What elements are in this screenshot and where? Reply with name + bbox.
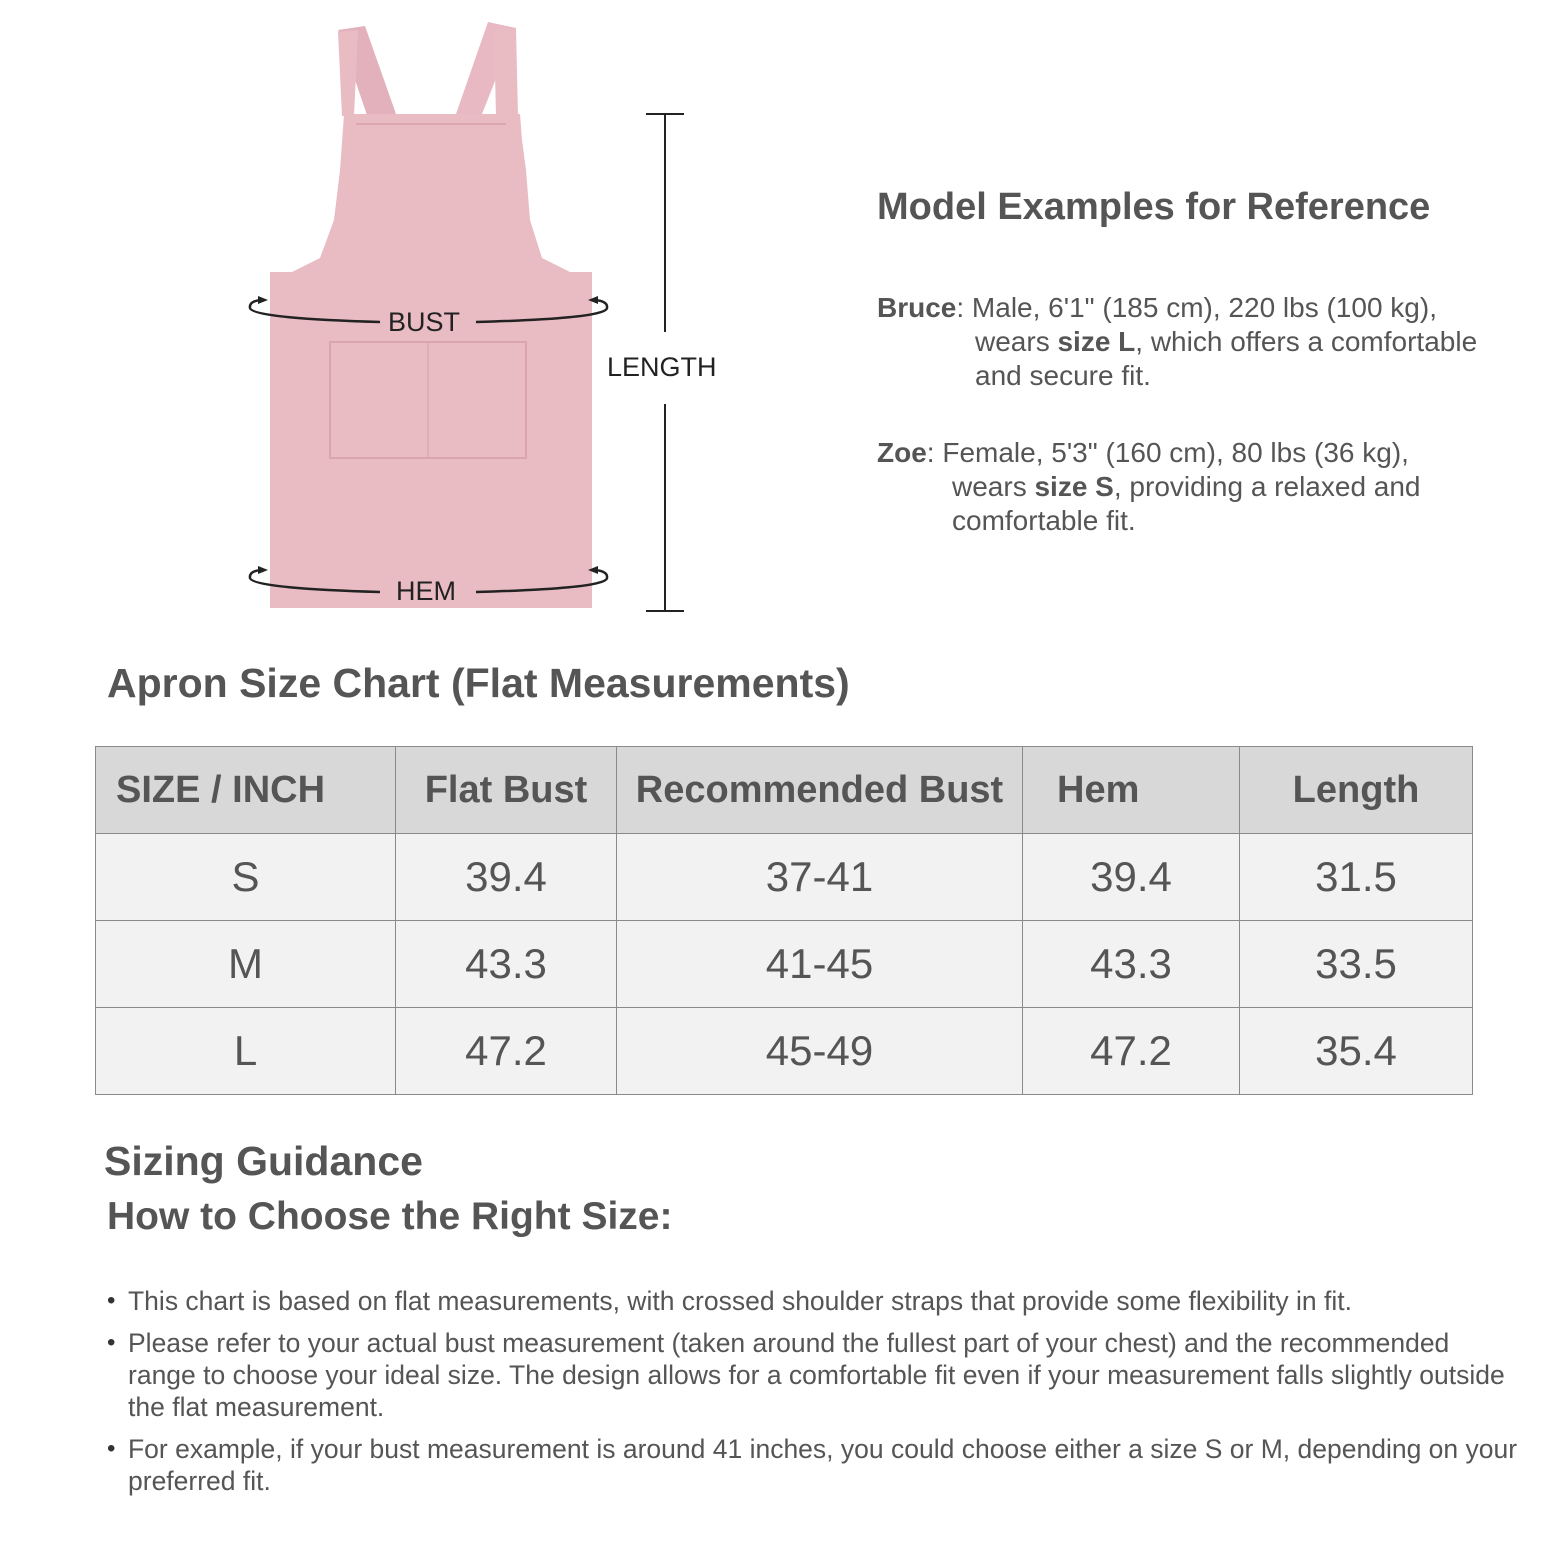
list-item <box>104 1285 1524 1317</box>
list-item <box>104 1327 1524 1423</box>
table-header-row <box>96 747 1473 834</box>
model-fit-text: , which offers a comfortable <box>1135 326 1478 357</box>
model-examples <box>877 186 1537 581</box>
model-stats: : Female, 5'3" (160 cm), 80 lbs (36 kg), <box>926 437 1409 468</box>
table-cell: 47.2 <box>396 1008 617 1095</box>
table-cell: 43.3 <box>1023 921 1240 1008</box>
model-fit-text-end: and secure fit. <box>975 360 1151 391</box>
list-item-text: This chart is based on flat measurements, with crossed shoulder straps that provide some flexibility in fit. <box>128 1286 1352 1316</box>
model-bruce <box>877 291 1537 393</box>
bust-label: BUST <box>388 307 461 337</box>
apron-diagram <box>230 10 750 630</box>
list-item-text: For example, if your bust measurement is around 41 inches, you could choose either a size S or M, depending on your preferred fit. <box>128 1434 1518 1496</box>
list-item <box>104 1433 1524 1497</box>
table-cell: 31.5 <box>1240 834 1473 921</box>
table-cell: 39.4 <box>396 834 617 921</box>
bullet-icon: • <box>107 1329 116 1356</box>
column-header: Length <box>1240 747 1473 834</box>
model-zoe <box>877 436 1537 538</box>
table-cell: 39.4 <box>1023 834 1240 921</box>
model-examples-title: Model Examples for Reference <box>877 186 1431 228</box>
column-header: Recommended Bust <box>617 747 1023 834</box>
table-cell: 41-45 <box>617 921 1023 1008</box>
guidance-list <box>104 1285 1524 1497</box>
column-header: Hem <box>1023 747 1240 834</box>
model-fit-text: , providing a relaxed and <box>1113 471 1421 502</box>
bullet-icon: • <box>107 1287 116 1314</box>
column-header: SIZE / INCH <box>96 747 396 834</box>
table-cell: 45-49 <box>617 1008 1023 1095</box>
model-stats: : Male, 6'1" (185 cm), 220 lbs (100 kg), <box>956 292 1437 323</box>
size-chart-title: Apron Size Chart (Flat Measurements) <box>107 660 850 706</box>
table-row <box>96 834 1473 921</box>
hem-label: HEM <box>396 576 456 606</box>
list-item-text: Please refer to your actual bust measurement (taken around the fullest part of your chest) and the recommended range to choose your ideal size. The design allows for a comfortable fit even if your measurement falls slightly outside the flat measurement. <box>128 1328 1505 1422</box>
model-name: Bruce <box>877 292 957 323</box>
table-cell: 47.2 <box>1023 1008 1240 1095</box>
model-wears-text: wears <box>952 471 1035 502</box>
model-size: size L <box>1057 326 1136 357</box>
model-name: Zoe <box>877 437 927 468</box>
column-header: Flat Bust <box>396 747 617 834</box>
guidance-subtitle: How to Choose the Right Size: <box>107 1195 673 1238</box>
bullet-icon: • <box>107 1435 116 1462</box>
sizing-guidance <box>104 1138 1524 1507</box>
table-cell-size: S <box>96 834 396 921</box>
table-row <box>96 1008 1473 1095</box>
model-wears-text: wears <box>975 326 1058 357</box>
guidance-title: Sizing Guidance <box>104 1138 423 1184</box>
table-cell: 43.3 <box>396 921 617 1008</box>
table-cell-size: L <box>96 1008 396 1095</box>
table-row <box>96 921 1473 1008</box>
model-size: size S <box>1034 471 1114 502</box>
table-cell-size: M <box>96 921 396 1008</box>
model-fit-text-end: comfortable fit. <box>952 505 1136 536</box>
table-cell: 33.5 <box>1240 921 1473 1008</box>
length-label: LENGTH <box>607 352 717 382</box>
size-chart-table <box>95 746 1473 1095</box>
table-cell: 37-41 <box>617 834 1023 921</box>
table-cell: 35.4 <box>1240 1008 1473 1095</box>
